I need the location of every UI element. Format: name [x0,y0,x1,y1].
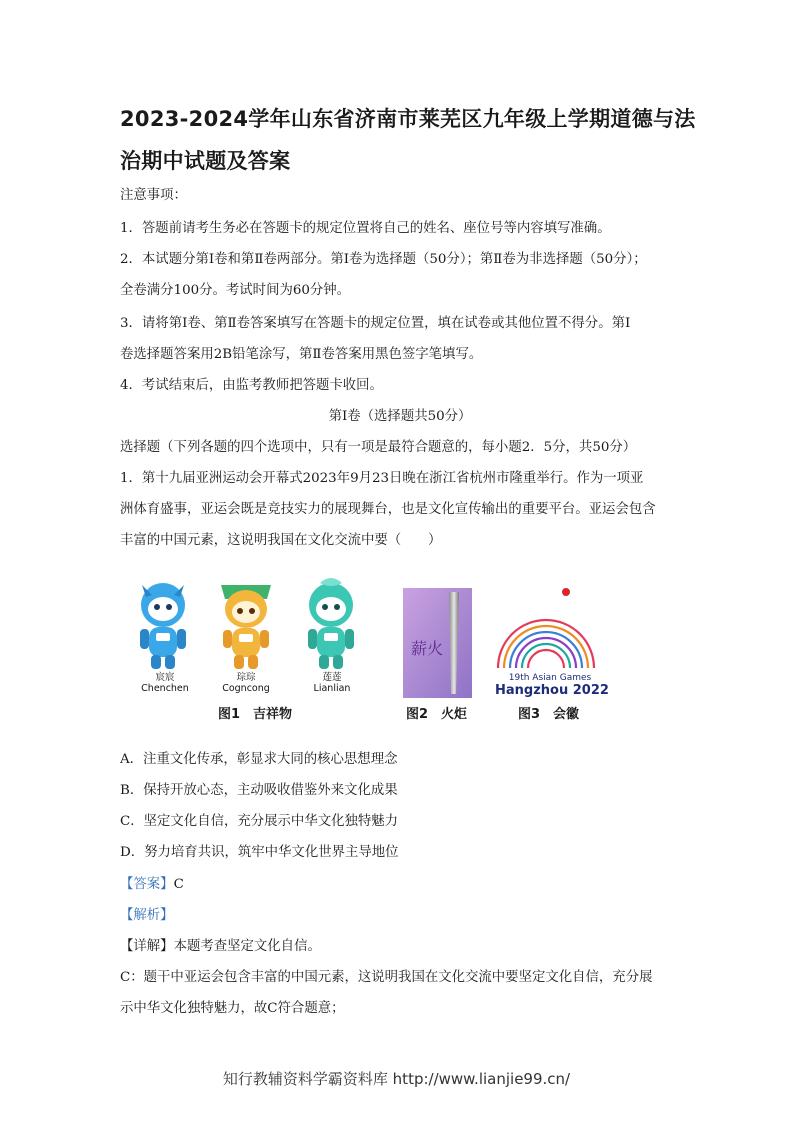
analysis-line [120,904,174,923]
section-instruction: 选择题（下列各题的四个选项中，只有一项是最符合题意的，每小题2．5分，共50分） [120,440,637,455]
question-figure [130,575,610,725]
page-footer: 知行教辅资料学霸资料库 http://www.lianjie99.cn/ [222,1070,571,1088]
figure-caption-2: 图2 火炬 [406,707,468,722]
notice-item: 卷选择题答案用2B铅笔涂写，第Ⅱ卷答案用黑色签字笔填写。 [120,347,483,362]
title-line-2: 治期中试题及答案 [120,149,291,173]
mascot-chenchen-image [132,575,194,680]
figure-caption-1: 图1 吉祥物 [218,707,293,722]
notice-heading: 注意事项： [120,188,187,203]
option-d: D．努力培育共识，筑牢中华文化世界主导地位 [120,845,399,860]
mascot-2-name: 琮琮 Cogncong [222,672,270,694]
notice-item: 4．考试结束后，由监考教师把答题卡收回。 [120,378,383,393]
notice-item: 1．答题前请考生务必在答题卡的规定位置将自己的姓名、座位号等内容填写准确。 [120,221,611,236]
page-title [120,98,696,182]
explanation-line: C：题干中亚运会包含丰富的中国元素，这说明我国在文化交流中要坚定文化自信，充分展 [120,970,653,985]
analysis-label: 【解析】 [120,908,174,923]
emblem-subtitle: 19th Asian Games [508,673,592,683]
notice-item: 2．本试题分第Ⅰ卷和第Ⅱ卷两部分。第Ⅰ卷为选择题（50分）；第Ⅱ卷为非选择题（50分）； [120,252,647,267]
torch-image [403,588,472,698]
mascot-congcong-image [215,575,277,680]
detail-text: 本题考查坚定文化自信。 [173,939,321,954]
torch-text: 薪火 [411,639,444,658]
question-stem-line: 洲体育盛事，亚运会既是竞技实力的展现舞台，也是文化宣传输出的重要平台。亚运会包含 [120,502,656,517]
answer-line [120,873,184,892]
option-a: A．注重文化传承，彰显求大同的核心思想理念 [120,752,398,767]
question-stem-line: 1．第十九届亚洲运动会开幕式2023年9月23日晚在浙江省杭州市隆重举行。作为一项亚 [120,471,644,486]
question-stem-line: 丰富的中国元素，这说明我国在文化交流中要（ ） [120,533,442,548]
answer-value: C [173,877,184,892]
title-line-1: 2023-2024学年山东省济南市莱芜区九年级上学期道德与法 [120,107,696,131]
option-c: C．坚定文化自信，充分展示中华文化独特魅力 [120,814,399,829]
option-b: B．保持开放心态，主动吸收借鉴外来文化成果 [120,783,398,798]
answer-label: 【答案】 [120,877,174,892]
notice-item: 全卷满分100分。考试时间为60分钟。 [120,283,351,298]
detail-label: 【详解】 [120,939,174,954]
detail-line [120,935,321,954]
mascot-1-name: 宸宸 Chenchen [141,672,189,694]
emblem-title: Hangzhou 2022 [495,683,609,698]
explanation-line: 示中华文化独特魅力，故C符合题意； [120,1001,345,1016]
figure-caption-3: 图3 会徽 [518,707,580,722]
mascot-lianlian-image [300,575,362,680]
section-title: 第Ⅰ卷（选择题共50分） [328,409,472,424]
mascot-3-name: 莲莲 Lianlian [313,672,351,694]
notice-item: 3．请将第Ⅰ卷、第Ⅱ卷答案填写在答题卡的规定位置，填在试卷或其他位置不得分。第Ⅰ [120,316,631,331]
